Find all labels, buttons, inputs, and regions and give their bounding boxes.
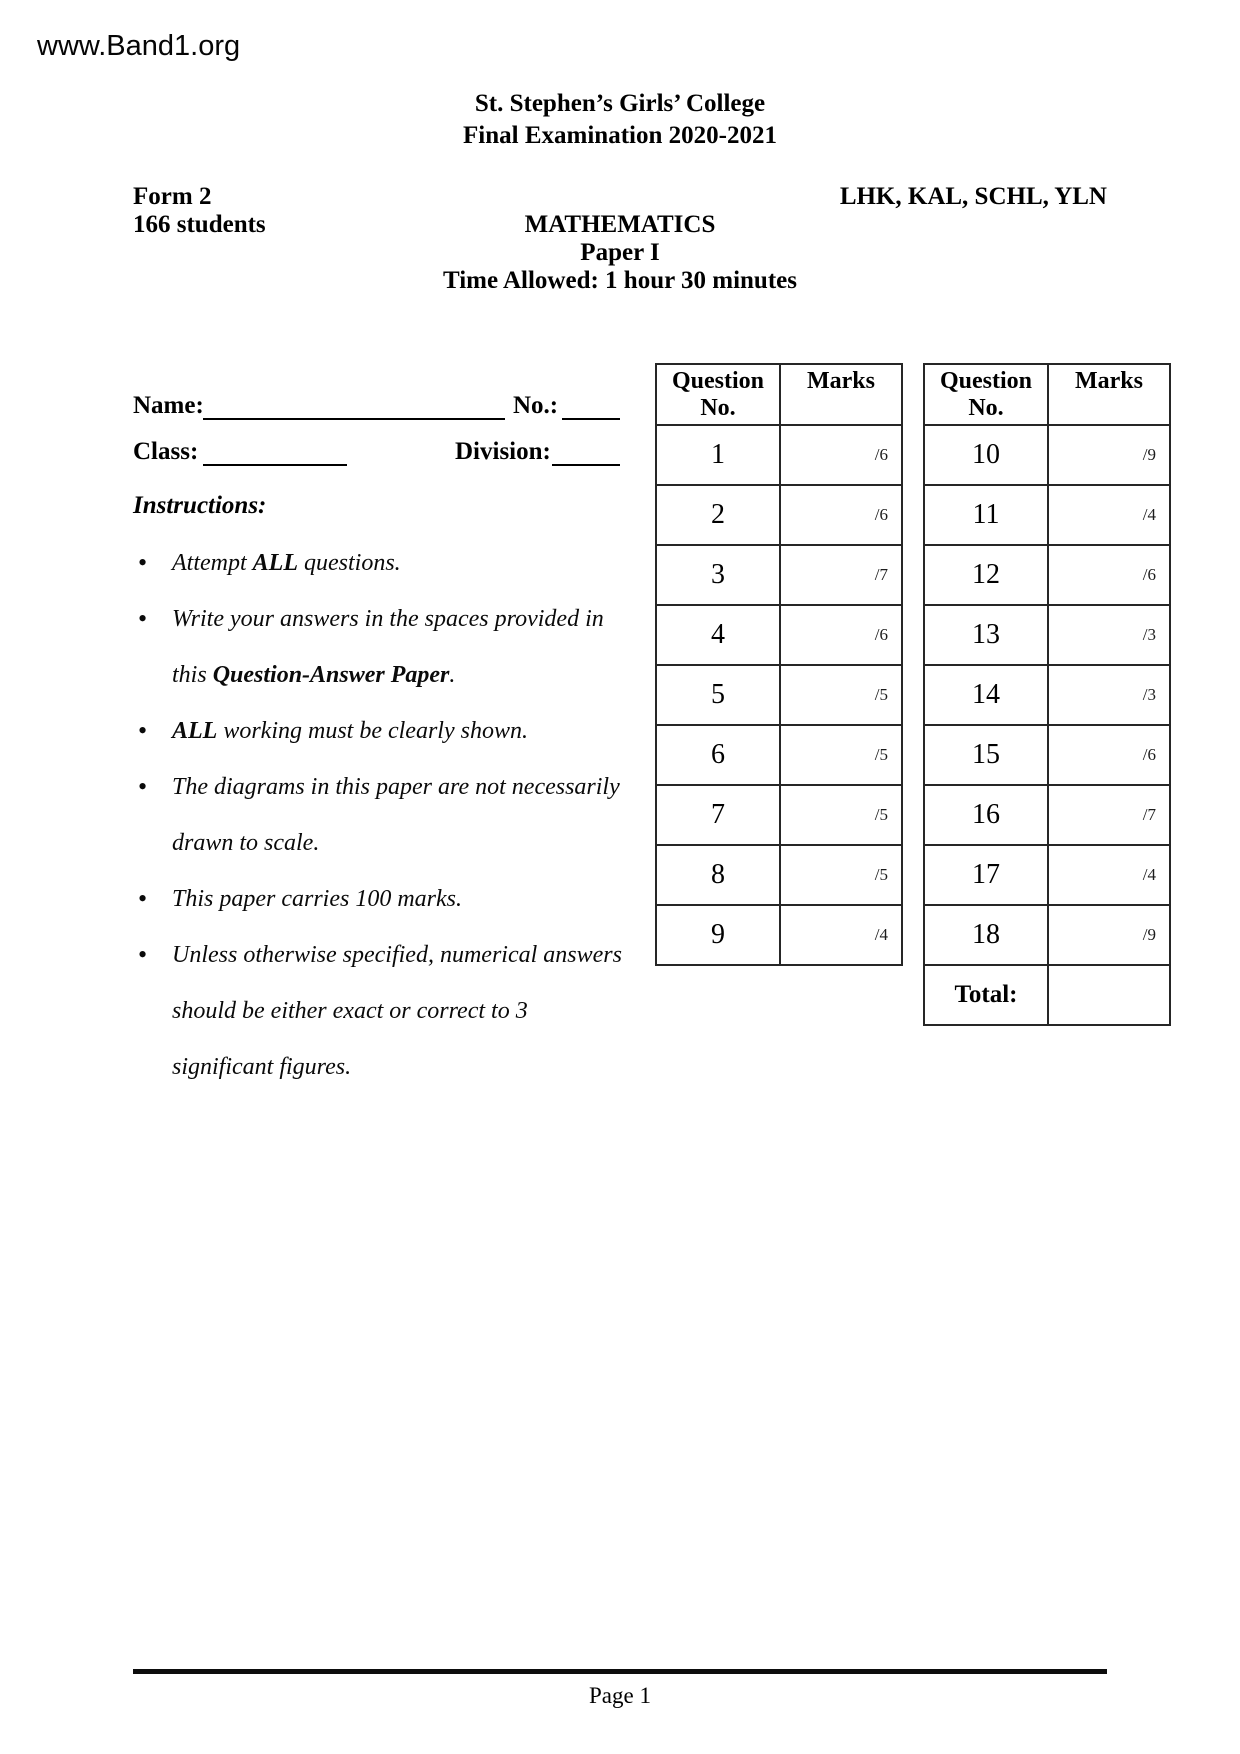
- question-no-cell: 4: [656, 605, 780, 665]
- marks-cell: /7: [780, 545, 902, 605]
- class-blank-line: [203, 438, 347, 466]
- marks-row: [924, 845, 1170, 905]
- instructions-list: [138, 535, 622, 1095]
- marks-row: [924, 605, 1170, 665]
- marks-cell: /6: [780, 485, 902, 545]
- marks-row: [924, 785, 1170, 845]
- question-no-cell: 5: [656, 665, 780, 725]
- marks-cell: /5: [780, 665, 902, 725]
- bullet-icon: •: [138, 716, 148, 745]
- exam-title: Final Examination 2020-2021: [463, 122, 777, 149]
- marks-header: Marks: [780, 364, 902, 425]
- marks-cell: /6: [1048, 545, 1170, 605]
- marks-cell: /5: [780, 725, 902, 785]
- name-label: Name:: [133, 392, 204, 419]
- footer-rule: [133, 1669, 1107, 1674]
- marks-cell: /5: [780, 785, 902, 845]
- form-label: Form 2: [133, 183, 212, 210]
- instruction-line: this Question-Answer Paper.: [172, 662, 456, 688]
- question-no-cell: 7: [656, 785, 780, 845]
- question-no-header: Question No.: [656, 364, 780, 425]
- total-row: [924, 965, 1170, 1025]
- instruction-line: • Write your answers in the spaces provided in: [172, 591, 622, 647]
- instructions-heading: Instructions:: [133, 492, 267, 519]
- marks-row: [656, 545, 902, 605]
- marks-row: [924, 905, 1170, 965]
- marks-cell: /9: [1048, 905, 1170, 965]
- subject-title: MATHEMATICS: [524, 211, 716, 238]
- marks-row: [656, 785, 902, 845]
- question-no-cell: 12: [924, 545, 1048, 605]
- marks-cell: /3: [1048, 665, 1170, 725]
- marks-row: [924, 725, 1170, 785]
- question-no-cell: 17: [924, 845, 1048, 905]
- question-no-cell: 16: [924, 785, 1048, 845]
- name-blank-line: [203, 392, 505, 420]
- marks-row: [656, 425, 902, 485]
- marks-table-1: [655, 363, 903, 966]
- question-no-cell: 11: [924, 485, 1048, 545]
- marks-row: [924, 425, 1170, 485]
- bullet-icon: •: [138, 884, 148, 913]
- page-number: Page 1: [589, 1683, 651, 1708]
- question-no-cell: 15: [924, 725, 1048, 785]
- marks-row: [656, 905, 902, 965]
- division-label: Division:: [455, 438, 551, 465]
- question-no-cell: 3: [656, 545, 780, 605]
- instruction-line: • ALL working must be clearly shown.: [172, 703, 622, 759]
- watermark-url: www.Band1.org: [37, 30, 241, 62]
- question-no-cell: 8: [656, 845, 780, 905]
- division-blank-line: [552, 438, 620, 466]
- marks-cell: /6: [1048, 725, 1170, 785]
- question-no-cell: 1: [656, 425, 780, 485]
- no-blank-line: [562, 392, 620, 420]
- marks-row: [656, 485, 902, 545]
- marks-cell: /7: [1048, 785, 1170, 845]
- marks-cell: /6: [780, 425, 902, 485]
- question-no-cell: 14: [924, 665, 1048, 725]
- bullet-icon: •: [138, 940, 148, 969]
- marks-row: [924, 545, 1170, 605]
- marks-row: [656, 845, 902, 905]
- total-label-cell: Total:: [924, 965, 1048, 1025]
- school-name: St. Stephen’s Girls’ College: [474, 90, 766, 117]
- question-no-cell: 2: [656, 485, 780, 545]
- class-label: Class:: [133, 438, 199, 465]
- marks-header: Marks: [1048, 364, 1170, 425]
- marks-table-2: [923, 363, 1171, 1026]
- bullet-icon: •: [138, 772, 148, 801]
- marks-cell: /9: [1048, 425, 1170, 485]
- instruction-line: • Unless otherwise specified, numerical answers: [172, 927, 622, 983]
- bullet-icon: •: [138, 604, 148, 633]
- marks-row: [924, 485, 1170, 545]
- teacher-codes: LHK, KAL, SCHL, YLN: [839, 183, 1107, 210]
- marks-cell: /4: [1048, 845, 1170, 905]
- students-count: 166 students: [133, 211, 266, 238]
- instruction-line: should be either exact or correct to 3: [172, 998, 528, 1024]
- question-no-cell: 13: [924, 605, 1048, 665]
- marks-cell: /5: [780, 845, 902, 905]
- instruction-line: • The diagrams in this paper are not necessarily: [172, 759, 622, 815]
- question-no-cell: 10: [924, 425, 1048, 485]
- instruction-line: • This paper carries 100 marks.: [172, 871, 622, 927]
- paper-title: Paper I: [580, 239, 660, 266]
- marks-row: [924, 665, 1170, 725]
- bullet-icon: •: [138, 548, 148, 577]
- question-no-cell: 9: [656, 905, 780, 965]
- instruction-line: drawn to scale.: [172, 830, 320, 856]
- instruction-line: significant figures.: [172, 1054, 352, 1080]
- question-no-cell: 18: [924, 905, 1048, 965]
- marks-cell: /6: [780, 605, 902, 665]
- time-allowed: Time Allowed: 1 hour 30 minutes: [443, 267, 797, 294]
- marks-row: [656, 605, 902, 665]
- marks-cell: /3: [1048, 605, 1170, 665]
- marks-cell: /4: [780, 905, 902, 965]
- instruction-line: • Attempt ALL questions.: [172, 535, 622, 591]
- question-no-cell: 6: [656, 725, 780, 785]
- marks-row: [656, 665, 902, 725]
- no-label: No.:: [513, 392, 559, 419]
- total-marks-cell: [1048, 965, 1170, 1025]
- marks-cell: /4: [1048, 485, 1170, 545]
- question-no-header: Question No.: [924, 364, 1048, 425]
- marks-row: [656, 725, 902, 785]
